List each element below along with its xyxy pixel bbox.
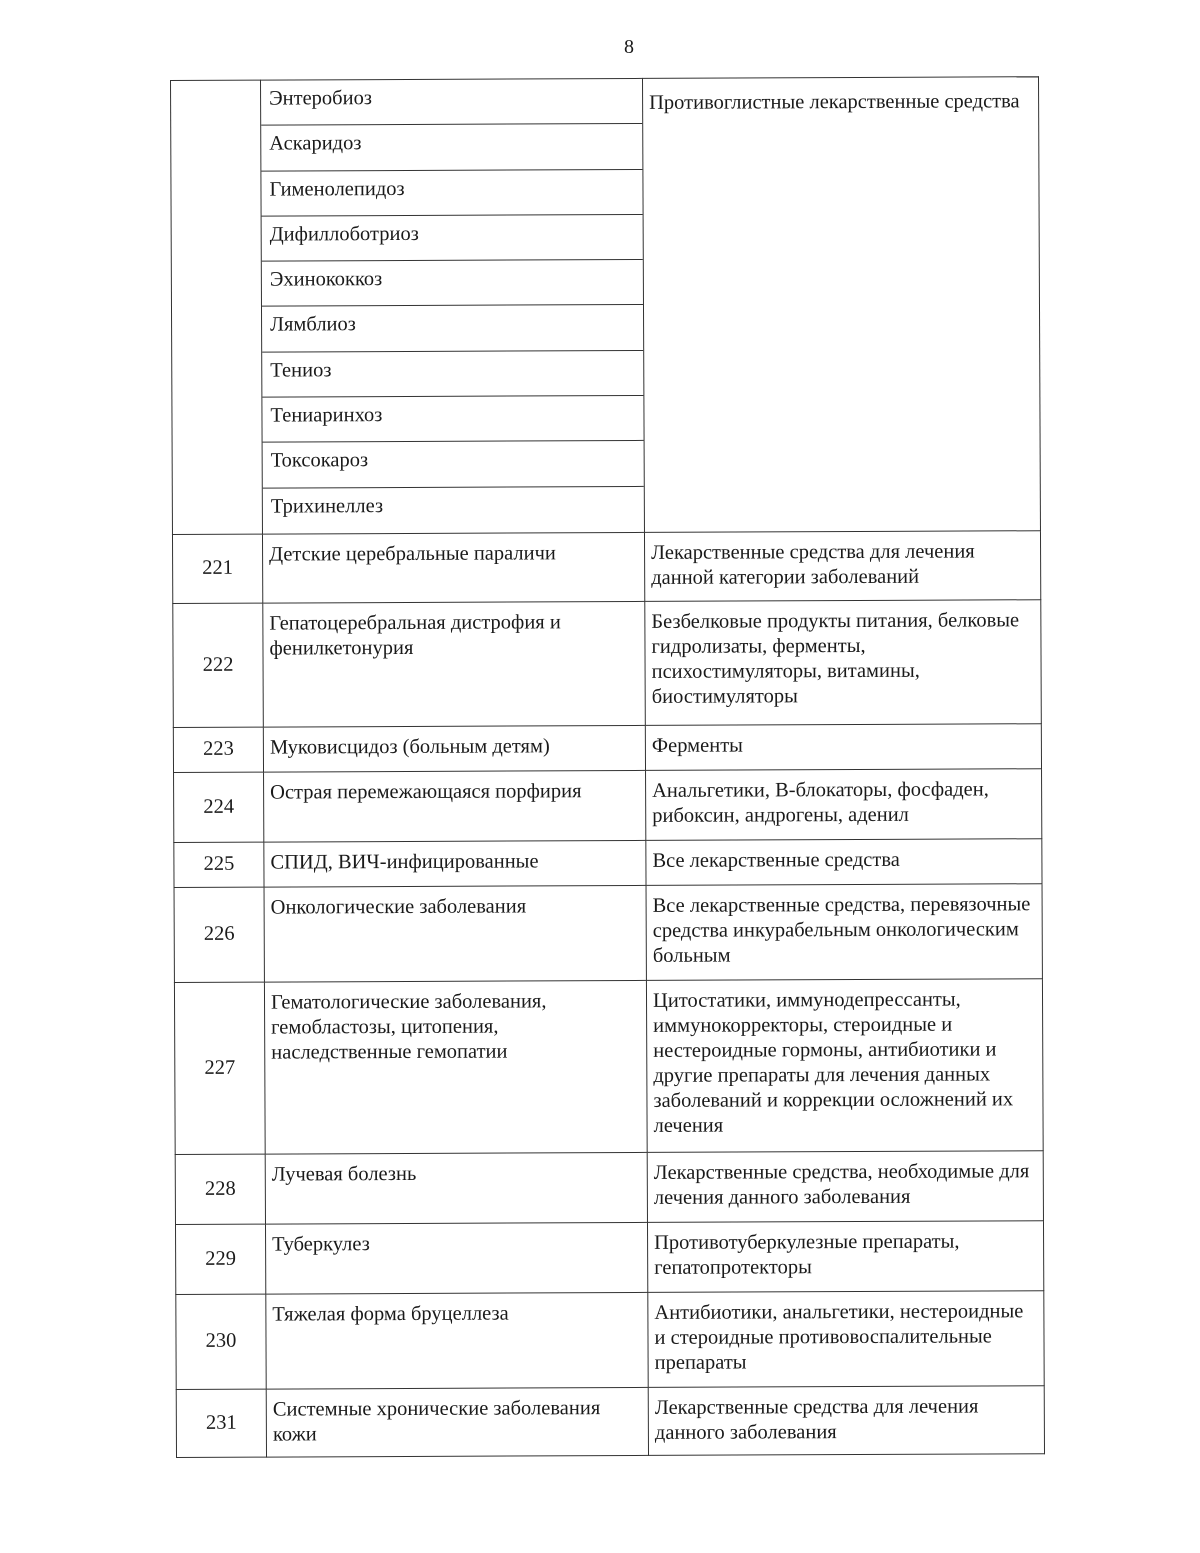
disease-cell: Туберкулез [265,1222,647,1294]
table-row [172,531,1040,604]
disease-cell: Онкологические заболевания [264,885,646,982]
row-number: 228 [175,1154,265,1224]
page-number: 8 [624,36,634,58]
disease-item: Трихинеллез [270,494,384,518]
table-row [176,1386,1044,1458]
drugs-cell: Антибиотики, анальгетики, нестероидные и стероидные противовоспалительные препараты [648,1291,1044,1388]
disease-cell: Острая перемежающаяся порфирия [264,770,646,842]
row-number-cell [171,80,263,534]
disease-item: Эхинококкоз [262,260,643,307]
drugs-cell: Анальгетики, В-блокаторы, фосфаден, рибоксин, андрогены, аденил [646,769,1042,841]
drugs-cell: Лекарственные средства для лечения данного заболевания [648,1386,1044,1456]
row-number: 227 [174,982,265,1154]
disease-drug-table [170,76,1045,1458]
row-number: 231 [176,1389,266,1457]
disease-item: Тениаринхоз [262,396,643,443]
drugs-cell: Все лекарственные средства, перевязочные средства инкурабельным онкологическим больным [646,884,1042,981]
helminth-disease-list [261,78,645,534]
table-row [173,600,1042,728]
drugs-cell: Противоглистные лекарственные средства [642,77,1040,533]
disease-cell: Системные хронические заболевания кожи [266,1387,648,1457]
row-number: 222 [173,603,264,727]
row-number: 226 [174,887,264,982]
row-number: 221 [172,534,262,603]
row-number: 223 [173,727,263,772]
drugs-cell: Противотуберкулезные препараты, гепатопротекторы [647,1221,1043,1293]
disease-cell: Гепатоцеребральная дистрофия и фенилкетонурия [263,601,646,727]
disease-item: Лямблиоз [262,305,643,352]
disease-cell: СПИД, ВИЧ-инфицированные [264,840,646,887]
document-sheet [170,76,1044,1470]
disease-cell: Тяжелая форма бруцеллеза [266,1292,648,1389]
table-row [173,724,1041,773]
drugs-cell: Лекарственные средства для лечения данной категории заболеваний [644,531,1040,602]
table-row [176,1291,1044,1390]
row-number: 225 [174,842,264,887]
table-row [174,839,1042,888]
disease-cell: Гематологические заболевания, гемобластозы, цитопения, наследственные гемопатии [264,980,647,1154]
row-number: 229 [175,1224,265,1294]
table-row [174,769,1042,843]
drugs-cell: Безбелковые продукты питания, белковые гидролизаты, ферменты, психостимуляторы, витамины, биостимуляторы [645,600,1042,726]
table-row [174,979,1043,1155]
drugs-cell: Все лекарственные средства [646,839,1042,886]
drugs-cell: Лекарственные средства, необходимые для лечения данного заболевания [647,1151,1043,1223]
disease-cell: Лучевая болезнь [265,1152,647,1224]
disease-item: Тениоз [262,351,643,398]
disease-cell: Муковисцидоз (больным детям) [263,725,645,772]
disease-item: Токсокароз [263,441,644,488]
disease-item: Аскаридоз [261,124,642,171]
disease-item: Дифиллоботриоз [262,215,643,262]
drugs-cell: Цитостатики, иммунодепрессанты, иммунокорректоры, стероидные и нестероидные гормоны, антибиотики и другие препараты для лечения данных заболеваний и коррекции осложнений их лечения [646,979,1043,1153]
disease-item: Энтеробиоз [261,79,642,126]
disease-item: Гименолепидоз [261,170,642,217]
table-row-helminth-group [171,77,1041,535]
row-number: 224 [174,772,264,842]
row-number: 230 [176,1294,266,1389]
drugs-cell: Ферменты [645,724,1041,771]
table-row [174,884,1042,983]
disease-cell: Детские церебральные параличи [262,532,644,603]
table-row [175,1151,1043,1225]
table-row [175,1221,1043,1295]
